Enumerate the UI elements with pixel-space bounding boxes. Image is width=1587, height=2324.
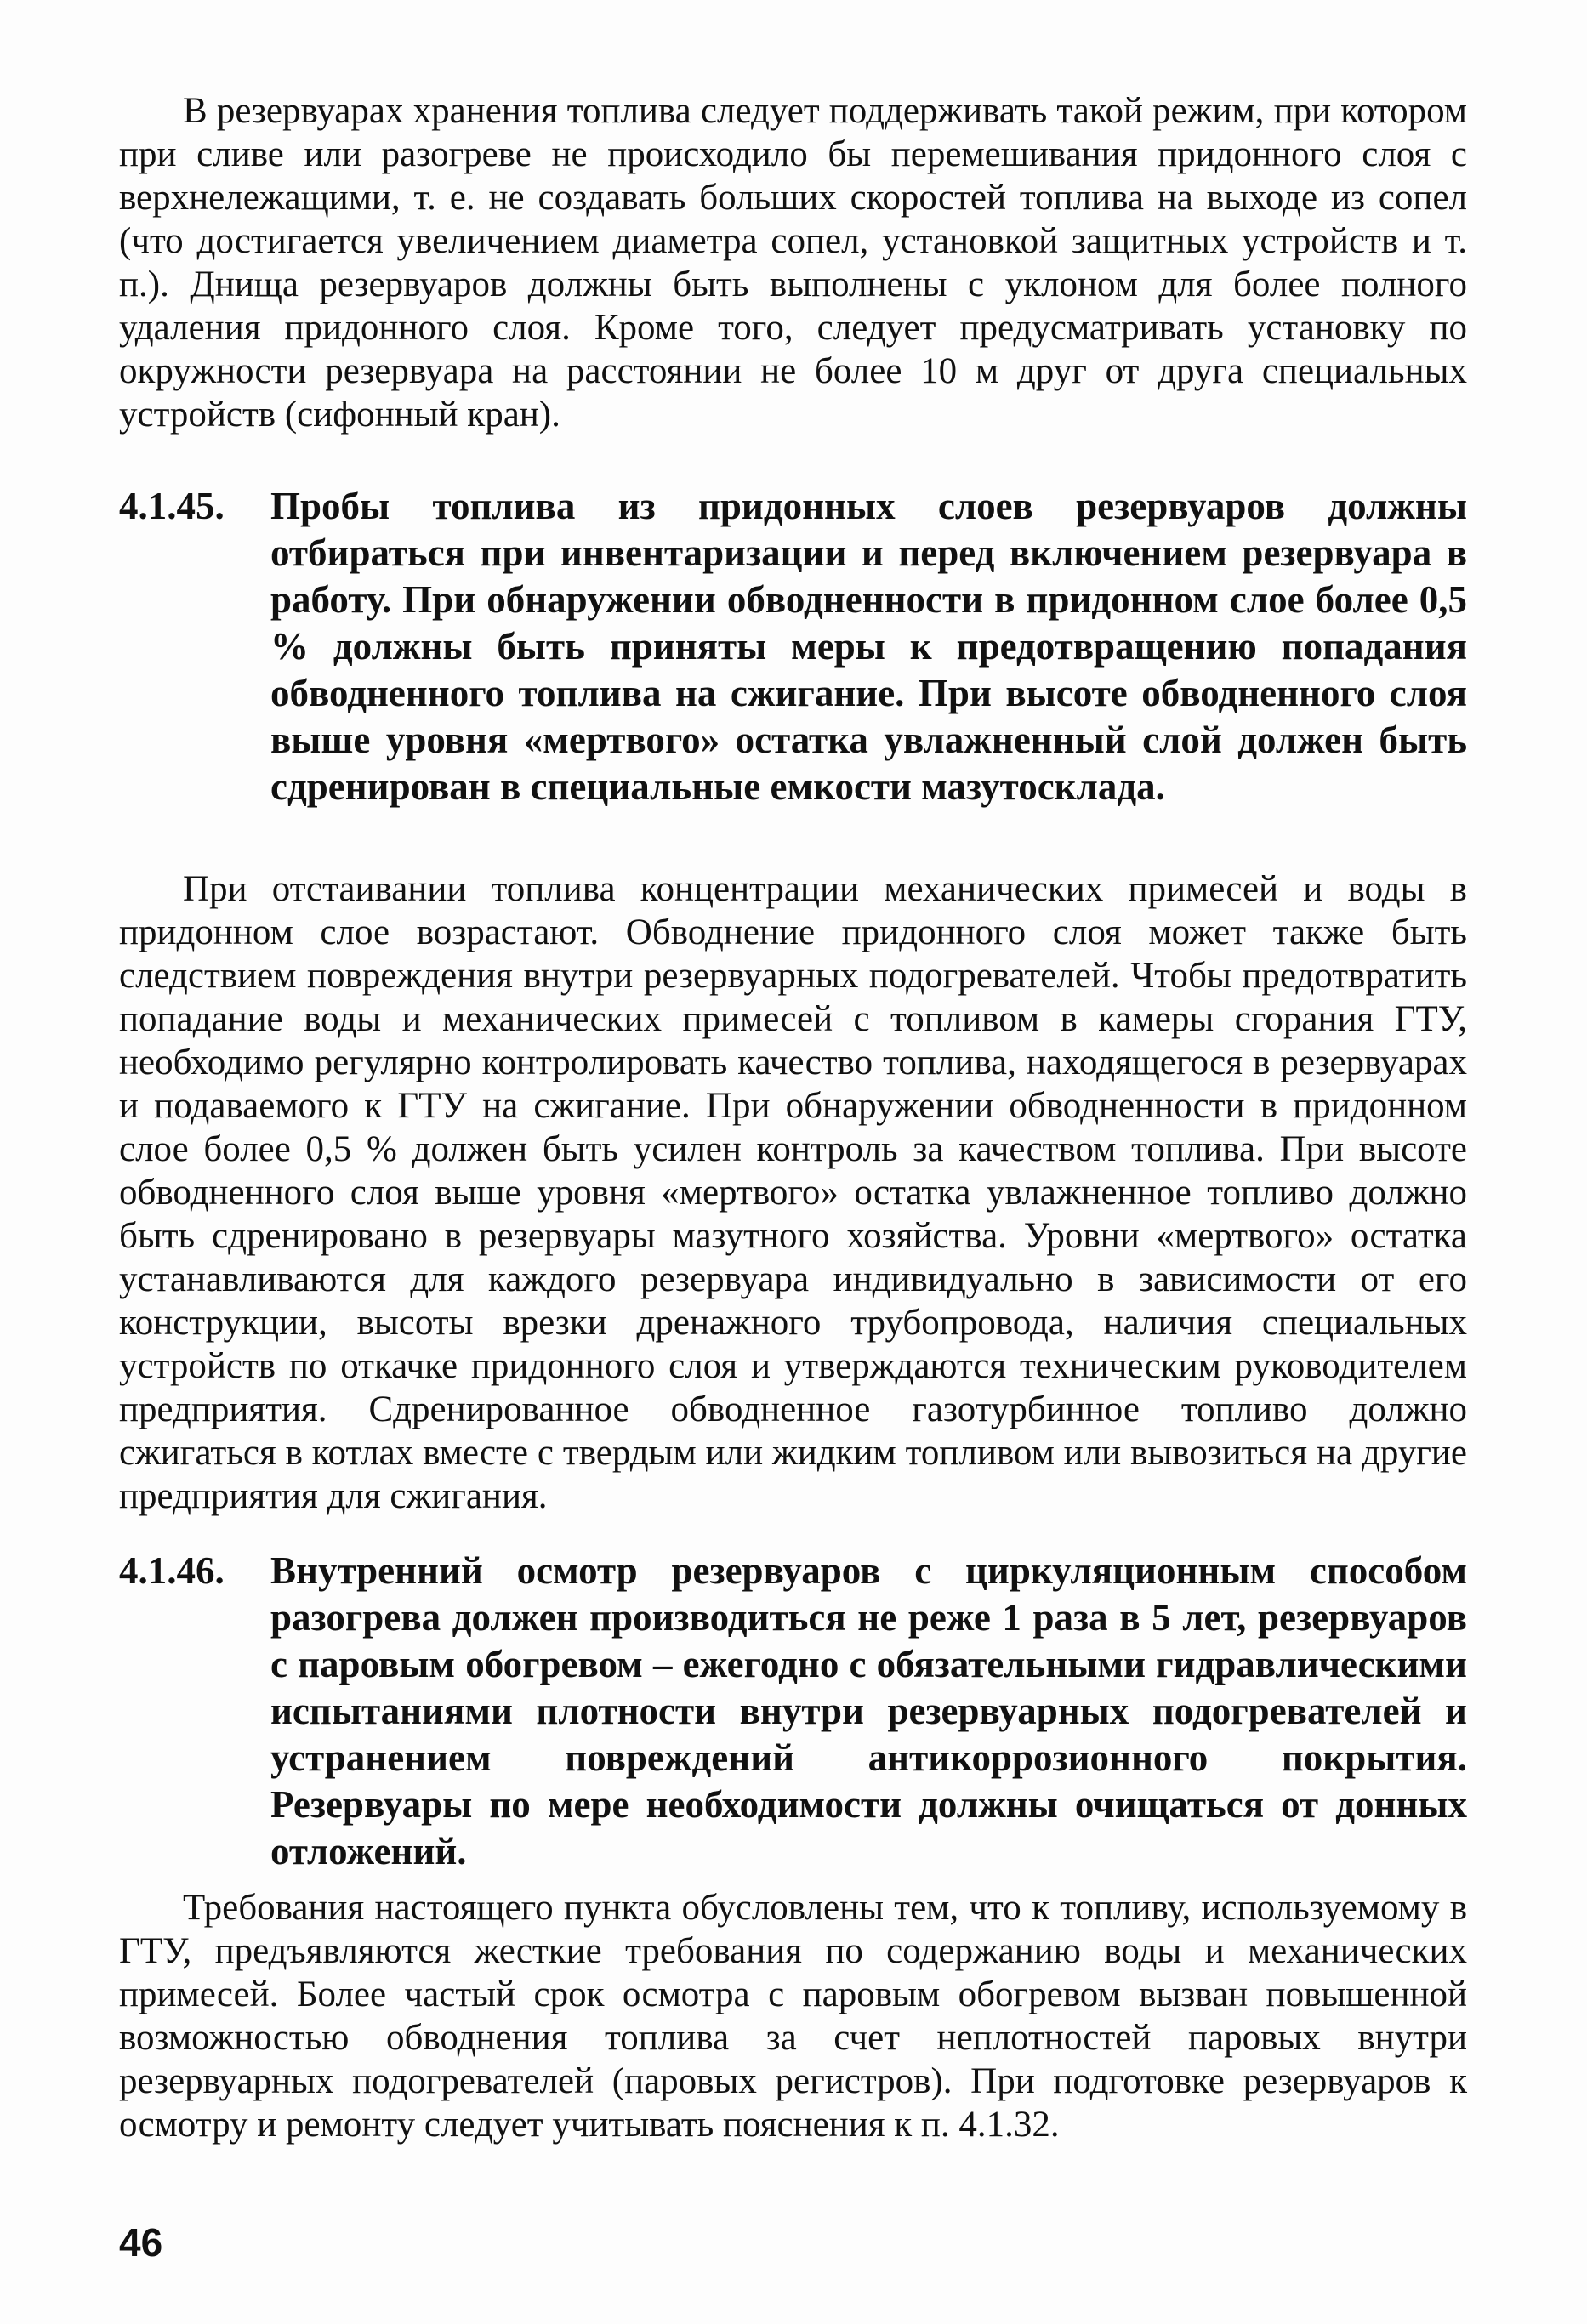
clause-4-1-45 xyxy=(119,483,1467,810)
clause-number: 4.1.45. xyxy=(119,485,225,527)
clause-4-1-46 xyxy=(119,1548,1467,1875)
clause-text: Пробы топлива из придонных слоев резервуаров должны отбираться при инвентаризации и перед включением резервуара в работу. При обнаружении обводненности в придонном слое более 0,5 % должны быть приняты меры к предотвращению попадания обводненного топлива на сжигание. При высоте обводненного слоя выше уровня «мертвого» остатка увлажненный слой должен быть сдренирован в специальные емкости мазутосклада. xyxy=(270,485,1467,808)
paragraph-3-block xyxy=(119,1886,1467,2146)
paragraph-1-block xyxy=(119,89,1467,436)
clause-number: 4.1.46. xyxy=(119,1549,225,1592)
clause-text: Внутренний осмотр резервуаров с циркуляционным способом разогрева должен производиться не реже 1 раза в 5 лет, резервуаров с паровым обогревом – ежегодно с обязательными гидравлическими испытаниями плотности внутри резервуарных подогревателей и устранением повреждений антикоррозионного покрытия. Резервуары по мере необходимости должны очищаться от донных отложений. xyxy=(270,1549,1467,1872)
paragraph-2-block xyxy=(119,867,1467,1518)
page-number: 46 xyxy=(119,2220,163,2264)
paragraph-text: В резервуарах хранения топлива следует поддерживать такой режим, при котором при сливе или разогреве не происходило бы перемешивания придонного слоя с верхнележащими, т. е. не создавать больших скоростей топлива на выходе из сопел (что достигается увеличением диаметра сопел, установкой защитных устройств и т. п.). Днища резервуаров должны быть выполнены с уклоном для более полного удаления придонного слоя. Кроме того, следует предусматривать установку по окружности резервуара на расстоянии не более 10 м друг от друга специальных устройств (сифонный кран). xyxy=(119,91,1467,435)
paragraph-text: Требования настоящего пункта обусловлены тем, что к топливу, используемому в ГТУ, предъявляются жесткие требования по содержанию воды и механических примесей. Более частый срок осмотра с паровым обогревом вызван повышенной возможностью обводнения топлива за счет неплотностей паровых внутри резервуарных подогревателей (паровых регистров). При подготовке резервуаров к осмотру и ремонту следует учитывать пояснения к п. 4.1.32. xyxy=(119,1888,1467,2145)
paragraph-text: При отстаивании топлива концентрации механических примесей и воды в придонном слое возрастают. Обводнение придонного слоя может также быть следствием повреждения внутри резервуарных подогревателей. Чтобы предотвратить попадание воды и механических примесей с топливом в камеры сгорания ГТУ, необходимо регулярно контролировать качество топлива, находящегося в резервуарах и подаваемого к ГТУ на сжигание. При обнаружении обводненности в придонном слое более 0,5 % должен быть усилен контроль за качеством топлива. При высоте обводненного слоя выше уровня «мертвого» остатка увлажненное топливо должно быть сдренировано в резервуары мазутного хозяйства. Уровни «мертвого» остатка устанавливаются для каждого резервуара индивидуально в зависимости от его конструкции, высоты врезки дренажного трубопровода, наличия специальных устройств по откачке придонного слоя и утверждаются техническим руководителем предприятия. Сдренированное обводненное газотурбинное топливо должно сжигаться в котлах вместе с твердым или жидким топливом или вывозиться на другие предприятия для сжигания. xyxy=(119,869,1467,1516)
